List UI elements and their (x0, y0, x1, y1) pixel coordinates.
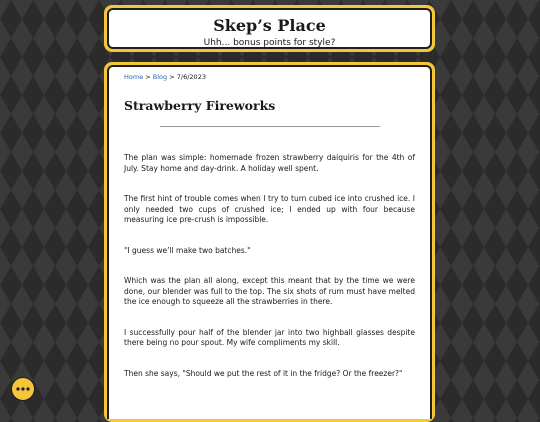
site-header-panel (107, 8, 432, 49)
breadcrumb-blog-link[interactable]: Blog (152, 73, 168, 81)
breadcrumb-current: 7/6/2023 (176, 73, 206, 81)
site-subtitle: Uhh... bonus points for style? (203, 38, 336, 48)
site-header (104, 5, 435, 52)
breadcrumb-home-link[interactable]: Home (124, 73, 144, 81)
post-paragraph: I successfully pour half of the blender jar into two highball glasses despite there being no pour spout. My wife compliments my skill. (124, 327, 415, 347)
post-body (124, 153, 415, 379)
post-card (104, 62, 435, 422)
menu-button[interactable] (11, 377, 35, 401)
breadcrumb (124, 73, 415, 82)
post-paragraph: Which was the plan all along, except this meant that by the time we were done, our blender was full to the top. The six shots of rum must have melted the ice enough to squeeze all the strawberries in there. (124, 276, 415, 306)
site-title[interactable]: Skep’s Place (213, 16, 326, 35)
more-horizontal-icon (16, 387, 30, 391)
breadcrumb-separator: > (143, 73, 153, 81)
title-divider (160, 126, 380, 127)
breadcrumb-separator: > (167, 73, 177, 81)
post-panel (107, 65, 432, 419)
post-paragraph: The plan was simple: homemade frozen strawberry daiquiris for the 4th of July. Stay home and day-drink. A holiday well spent. (124, 153, 415, 173)
post-paragraph: "I guess we’ll make two batches." (124, 245, 251, 255)
post-paragraph: Then she says, "Should we put the rest of it in the fridge? Or the freezer?" (124, 368, 403, 378)
post-paragraph: The first hint of trouble comes when I try to turn cubed ice into crushed ice. I only needed two cups of crushed ice; I ended up with four because measuring ice pre-crush is impossible. (124, 194, 415, 224)
post-title: Strawberry Fireworks (124, 98, 276, 113)
